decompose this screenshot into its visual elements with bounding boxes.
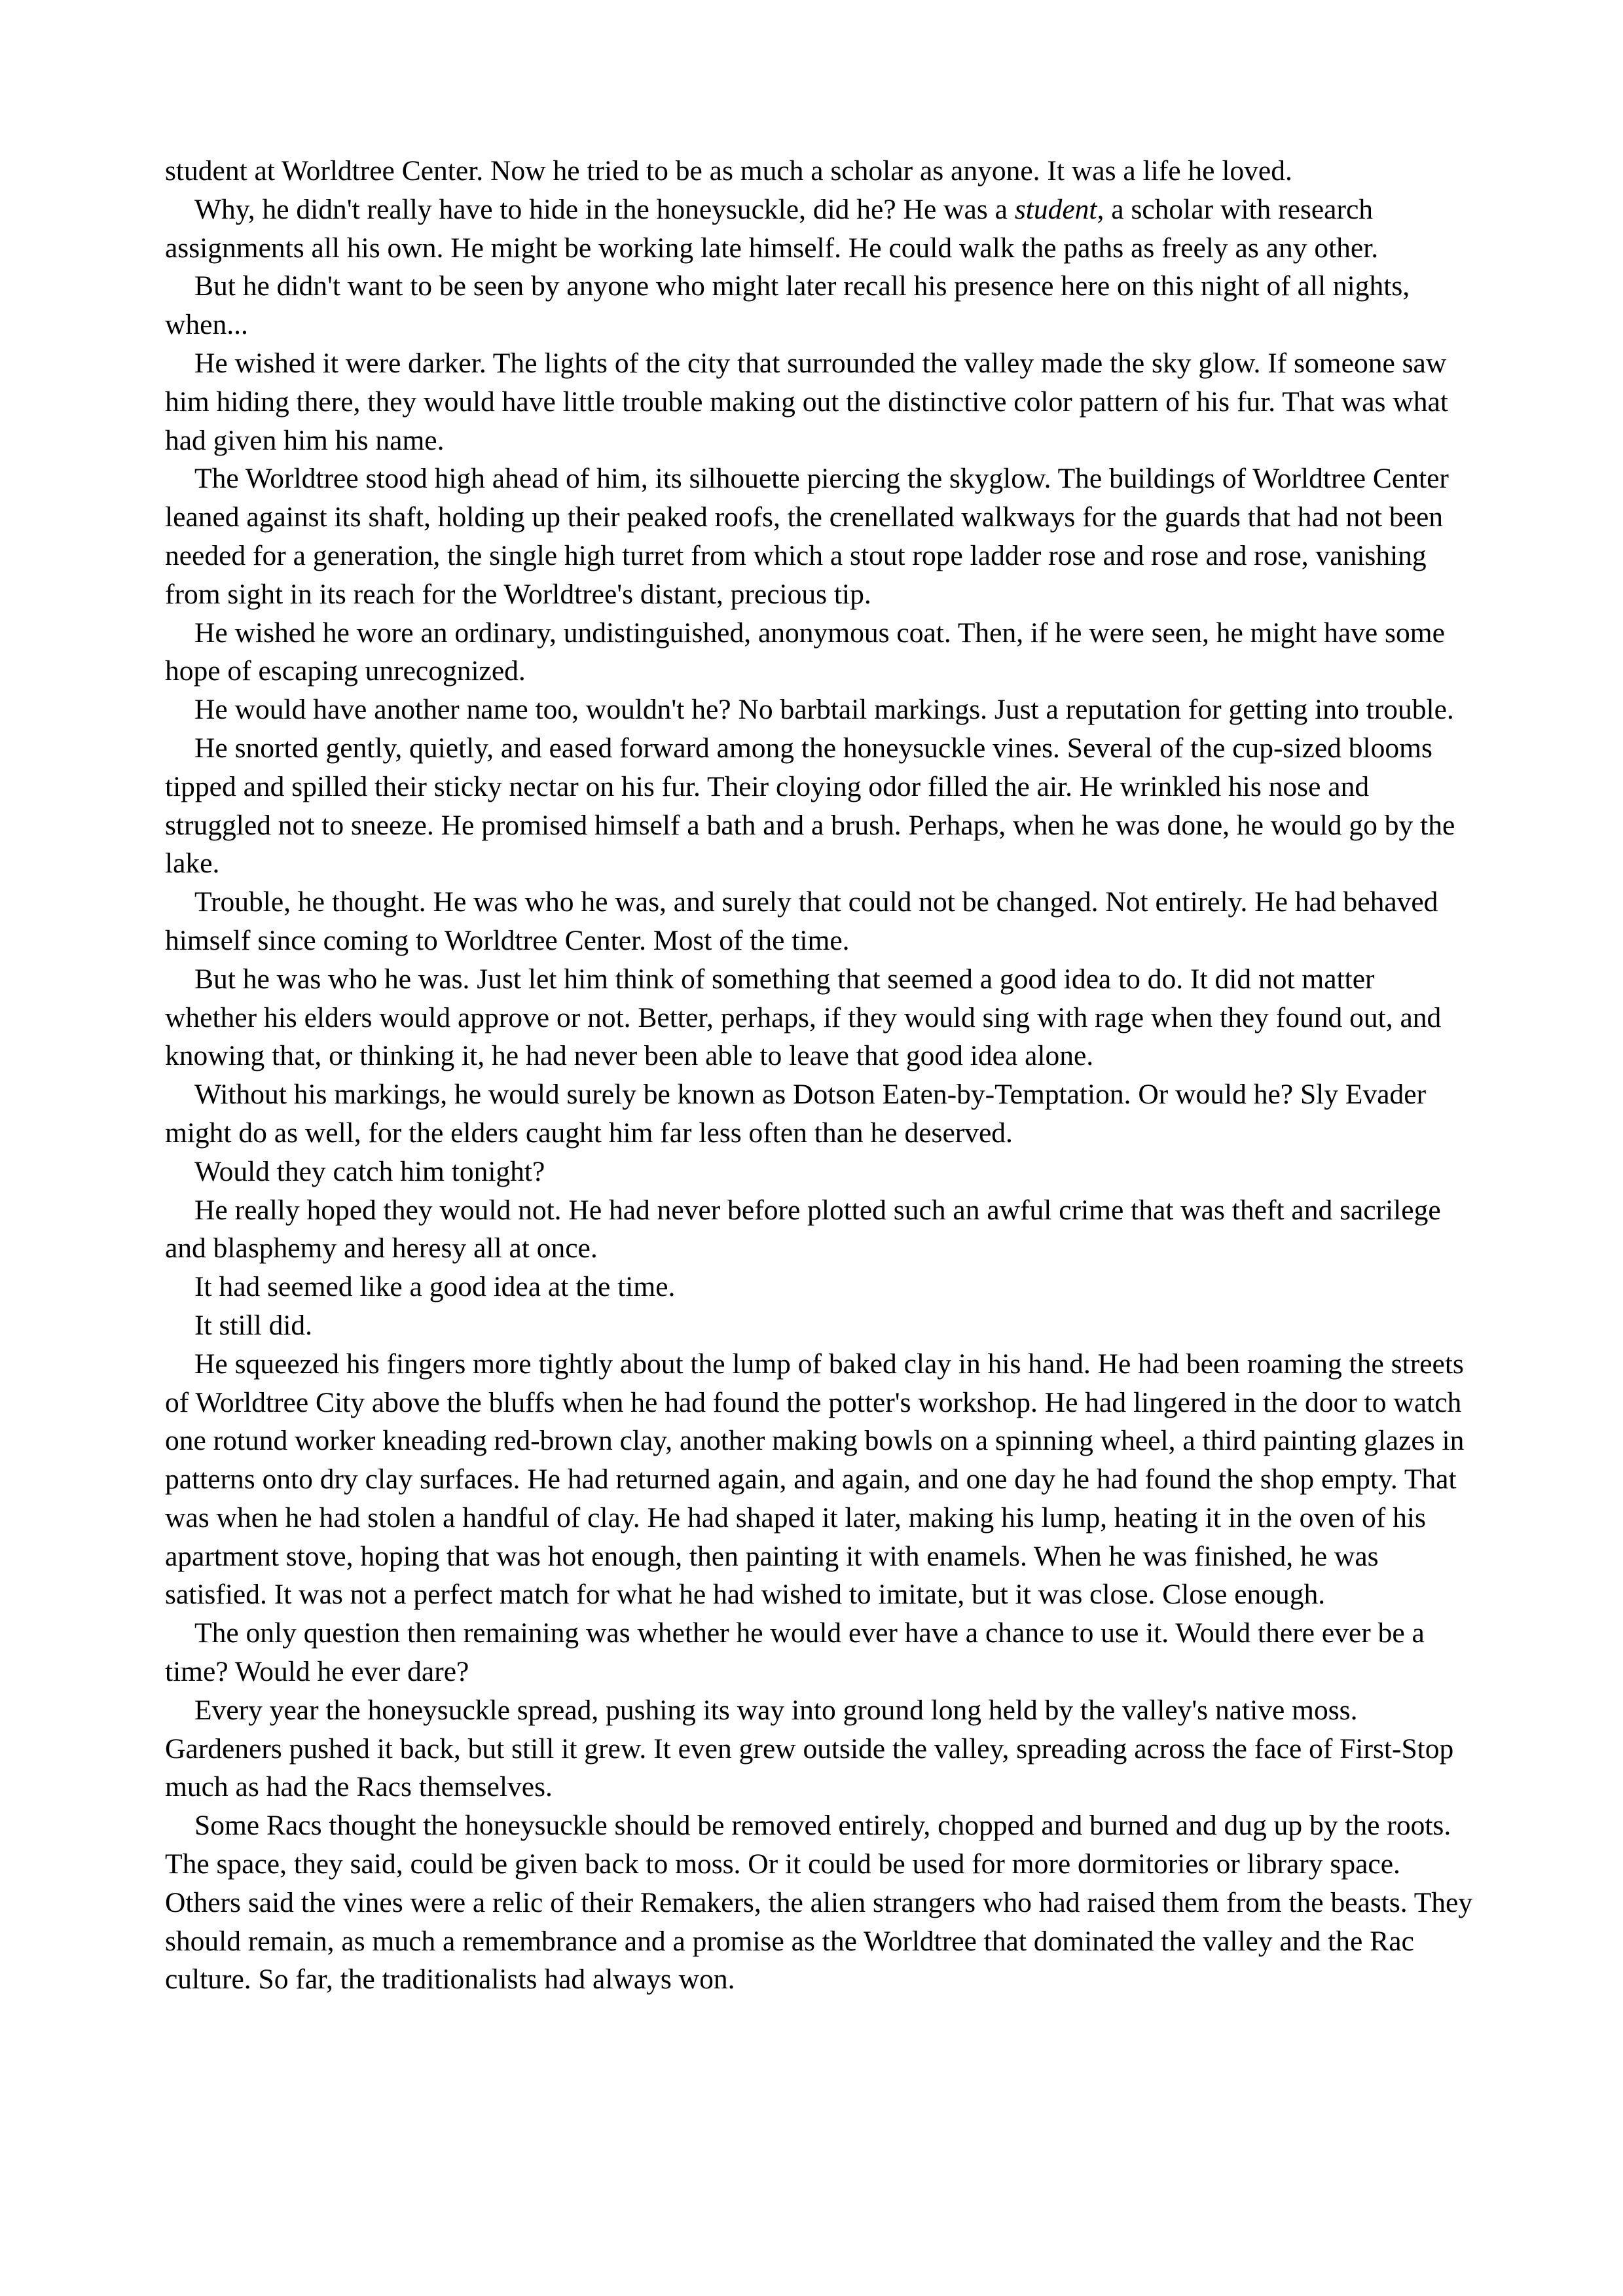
body-paragraph xyxy=(165,1191,1473,1268)
paragraph-text: Trouble, he thought. He was who he was, and surely that could not be changed. Not entirely. He had behaved himself since coming to Worldtree Center. Most of the time. xyxy=(165,886,1438,956)
body-paragraph xyxy=(165,1306,1473,1345)
paragraph-text: Some Racs thought the honeysuckle should be removed entirely, chopped and burned and dug up by the roots. The space, they said, could be given back to moss. Or it could be used for more dormitories or library space. Others said the vines were a relic of their Remakers, the alien strangers who had raised them from the beasts. They should remain, as much a remembrance and a promise as the Worldtree that dominated the valley and the Rac culture. So far, the traditionalists had always won. xyxy=(165,1810,1473,1996)
body-paragraph xyxy=(165,1153,1473,1191)
body-paragraph xyxy=(165,1345,1473,1615)
italic-text: student, xyxy=(1014,193,1104,225)
body-paragraph xyxy=(165,190,1473,268)
paragraph-text: But he was who he was. Just let him think of something that seemed a good idea to do. It did not matter whether his elders would approve or not. Better, perhaps, if they would sing with rage when they found out, and knowing that, or thinking it, he had never been able to leave that good idea alone. xyxy=(165,963,1442,1072)
body-paragraph xyxy=(165,1075,1473,1153)
paragraph-text: Would they catch him tonight? xyxy=(194,1155,545,1187)
body-paragraph xyxy=(165,614,1473,691)
paragraph-text: The only question then remaining was whether he would ever have a chance to use it. Would there ever be a time? Would he ever dare? xyxy=(165,1617,1425,1688)
body-paragraph xyxy=(165,729,1473,883)
body-paragraph xyxy=(165,344,1473,459)
body-paragraph xyxy=(165,152,1473,190)
paragraph-text: He wished he wore an ordinary, undistinguished, anonymous coat. Then, if he were seen, he might have some hope of escaping unrecognized. xyxy=(165,617,1445,687)
paragraph-text: It still did. xyxy=(194,1309,313,1341)
paragraph-text: student at Worldtree Center. Now he tried to be as much a scholar as anyone. It was a life he loved. xyxy=(165,155,1292,187)
paragraph-text: Every year the honeysuckle spread, pushing its way into ground long held by the valley's native moss. Gardeners pushed it back, but still it grew. It even grew outside the valley, spreading across the face of First-Stop much as had the Racs themselves. xyxy=(165,1694,1454,1803)
paragraph-text: He squeezed his fingers more tightly about the lump of baked clay in his hand. He had been roaming the streets of Worldtree City above the bluffs when he had found the potter's workshop. He had lingered in the door to watch one rotund worker kneading red-brown clay, another making bowls on a spinning wheel, a third painting glazes in patterns onto dry clay surfaces. He had returned again, and again, and one day he had found the shop empty. That was when he had stolen a handful of clay. He had shaped it later, making his lump, heating it in the oven of his apartment stove, hoping that was hot enough, then painting it with enamels. When he was finished, he was satisfied. It was not a perfect match for what he had wished to imitate, but it was close. Close enough. xyxy=(165,1348,1465,1611)
paragraph-text: It had seemed like a good idea at the time. xyxy=(194,1271,676,1303)
paragraph-text: He wished it were darker. The lights of the city that surrounded the valley made the sky glow. If someone saw him hiding there, they would have little trouble making out the distinctive color pattern of his fur. That was what had given him his name. xyxy=(165,347,1448,456)
body-paragraph xyxy=(165,691,1473,729)
body-paragraph xyxy=(165,1614,1473,1691)
body-paragraph xyxy=(165,459,1473,613)
paragraph-text: He would have another name too, wouldn't he? No barbtail markings. Just a reputation for getting into trouble. xyxy=(194,694,1454,726)
paragraph-text: The Worldtree stood high ahead of him, its silhouette piercing the skyglow. The buildings of Worldtree Center leaned against its shaft, holding up their peaked roofs, the crenellated walkways for the guards that had not been needed for a generation, the single high turret from which a stout rope ladder rose and rose and rose, vanishing from sight in its reach for the Worldtree's distant, precious tip. xyxy=(165,463,1449,610)
paragraph-text: Without his markings, he would surely be known as Dotson Eaten-by-Temptation. Or would he? Sly Evader might do as well, for the elders caught him far less often than he deserved. xyxy=(165,1079,1427,1149)
body-paragraph xyxy=(165,883,1473,960)
body-paragraph xyxy=(165,1691,1473,1806)
paragraph-text: Why, he didn't really have to hide in the honeysuckle, did he? He was a xyxy=(194,193,1015,225)
body-paragraph xyxy=(165,1268,1473,1306)
body-paragraph xyxy=(165,960,1473,1075)
body-paragraph xyxy=(165,267,1473,344)
paragraph-text: a scholar with research assignments all his own. He might be working late himself. He could walk the paths as freely as any other. xyxy=(165,193,1379,264)
body-paragraph xyxy=(165,1806,1473,1999)
paragraph-text: He snorted gently, quietly, and eased forward among the honeysuckle vines. Several of the cup-sized blooms tipped and spilled their sticky nectar on his fur. Their cloying odor filled the air. He wrinkled his nose and struggled not to sneeze. He promised himself a bath and a brush. Perhaps, when he was done, he would go by the lake. xyxy=(165,732,1455,880)
paragraph-text: He really hoped they would not. He had never before plotted such an awful crime that was theft and sacrilege and blasphemy and heresy all at once. xyxy=(165,1194,1441,1265)
paragraph-text: But he didn't want to be seen by anyone who might later recall his presence here on this night of all nights, when... xyxy=(165,270,1410,341)
document-page xyxy=(165,152,1473,1999)
